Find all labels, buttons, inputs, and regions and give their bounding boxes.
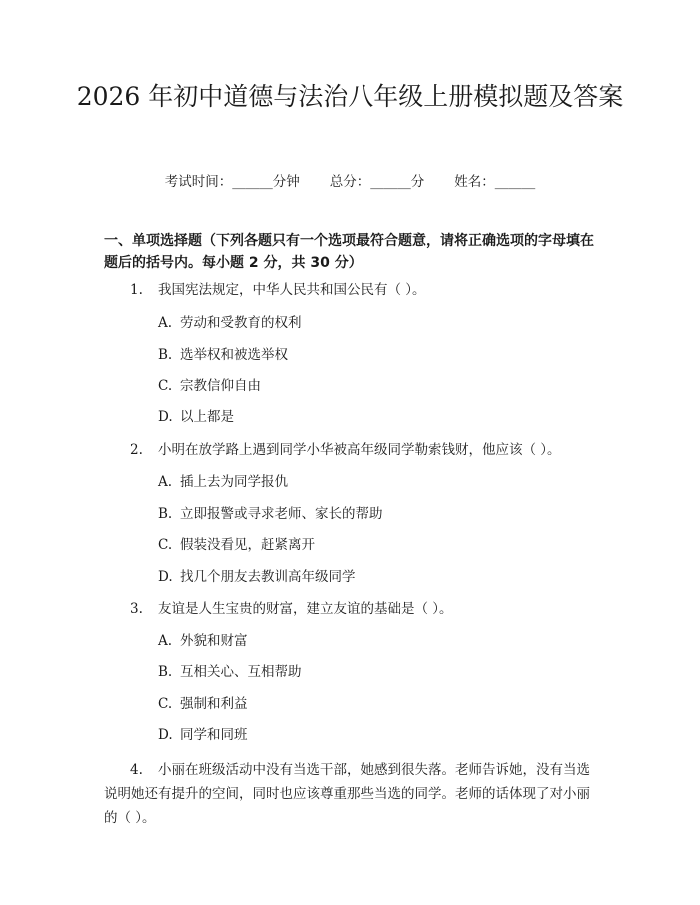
option-label: A. bbox=[158, 315, 173, 331]
question-text: 小丽在班级活动中没有当选干部，她感到很失落。老师告诉她，没有当选说明她还有提升的空间，同时也应该尊重那些当选的同学。老师的话体现了对小丽的（ ）。 bbox=[104, 762, 590, 826]
option-label: B. bbox=[158, 664, 173, 680]
exam-info bbox=[0, 170, 700, 190]
question-number: 4. bbox=[130, 762, 143, 778]
option-1c bbox=[158, 376, 261, 396]
document-title: 2026 年初中道德与法治八年级上册模拟题及答案 bbox=[76, 82, 624, 111]
option-label: D. bbox=[158, 409, 173, 425]
option-text: 劳动和受教育的权利 bbox=[180, 315, 302, 331]
question-text: 小明在放学路上遇到同学小华被高年级同学勒索钱财，他应该（ ）。 bbox=[158, 442, 561, 458]
option-3a bbox=[158, 631, 248, 651]
option-text: 宗教信仰自由 bbox=[180, 378, 261, 394]
option-text: 同学和同班 bbox=[180, 727, 248, 743]
question-number: 2. bbox=[130, 442, 143, 458]
option-text: 外貌和财富 bbox=[180, 633, 248, 649]
question-1 bbox=[130, 280, 600, 300]
option-label: B. bbox=[158, 347, 173, 363]
option-text: 插上去为同学报仇 bbox=[180, 474, 288, 490]
option-label: B. bbox=[158, 506, 173, 522]
option-text: 互相关心、互相帮助 bbox=[180, 664, 302, 680]
question-2 bbox=[130, 440, 600, 460]
option-2a bbox=[158, 472, 288, 492]
exam-time-label: 考试时间：______分钟 bbox=[164, 174, 300, 190]
option-label: C. bbox=[158, 378, 173, 394]
question-4 bbox=[104, 758, 600, 830]
option-text: 强制和利益 bbox=[180, 696, 248, 712]
option-1b bbox=[158, 345, 288, 365]
option-label: A. bbox=[158, 474, 173, 490]
option-label: C. bbox=[158, 696, 173, 712]
option-2b bbox=[158, 504, 383, 524]
question-text: 我国宪法规定，中华人民共和国公民有（ ）。 bbox=[158, 282, 426, 298]
question-3 bbox=[130, 599, 600, 619]
name-label: 姓名：______ bbox=[454, 174, 536, 190]
option-3d bbox=[158, 725, 248, 745]
question-text: 友谊是人生宝贵的财富，建立友谊的基础是（ ）。 bbox=[158, 601, 453, 617]
question-number: 1. bbox=[130, 282, 143, 298]
section-heading: 一、单项选择题（下列各题只有一个选项最符合题意，请将正确选项的字母填在题后的括号内。每小题 2 分，共 30 分） bbox=[104, 233, 594, 271]
option-text: 立即报警或寻求老师、家长的帮助 bbox=[180, 506, 383, 522]
option-3b bbox=[158, 662, 302, 682]
option-2c bbox=[158, 535, 315, 555]
question-number: 3. bbox=[130, 601, 143, 617]
option-text: 以上都是 bbox=[180, 409, 234, 425]
option-label: D. bbox=[158, 569, 173, 585]
option-label: D. bbox=[158, 727, 173, 743]
option-label: C. bbox=[158, 537, 173, 553]
option-text: 假装没看见，赶紧离开 bbox=[180, 537, 315, 553]
option-2d bbox=[158, 567, 356, 587]
total-score-label: 总分：______分 bbox=[329, 174, 425, 190]
option-label: A. bbox=[158, 633, 173, 649]
option-1a bbox=[158, 313, 302, 333]
option-text: 选举权和被选举权 bbox=[180, 347, 288, 363]
option-3c bbox=[158, 694, 248, 714]
option-text: 找几个朋友去教训高年级同学 bbox=[180, 569, 356, 585]
option-1d bbox=[158, 407, 234, 427]
